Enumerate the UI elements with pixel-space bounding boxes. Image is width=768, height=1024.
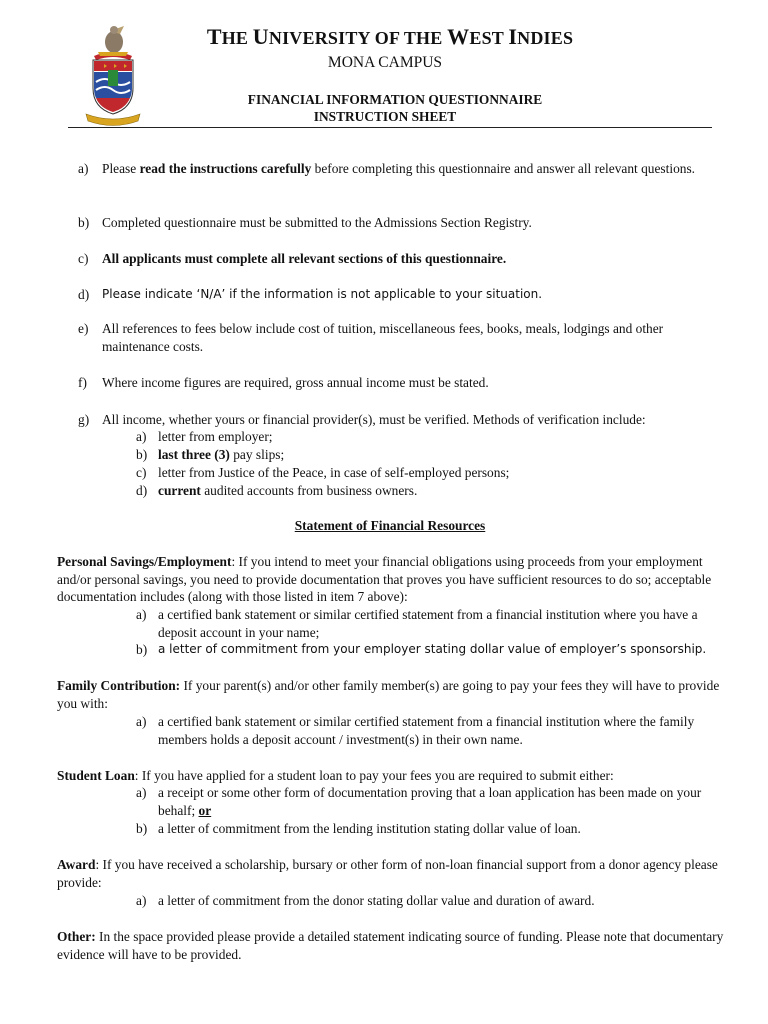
student-loan-item: b) a letter of commitment from the lending institution stating dollar value of loan. (136, 821, 581, 836)
instruction-d: d) Please indicate ‘N/A’ if the information is not applicable to your situation. (78, 287, 543, 302)
student-loan-paragraph: Student Loan: If you have applied for a student loan to pay your fees you are required to submit either: (57, 768, 614, 783)
family-contribution-paragraph: Family Contribution: If your parent(s) and/or other family member(s) are going to pay your fees they will have to provide you with: (57, 678, 720, 711)
personal-savings-paragraph: Personal Savings/Employment: If you intend to meet your financial obligations using proceeds from your employment and/or personal savings, you need to provide documentation that proves you have sufficient resources to do so; acceptable documentation includes (along with those listed in item 7 above): (57, 554, 712, 604)
instruction-g: g) All income, whether yours or financial provider(s), must be verified. Methods of verification include: (78, 412, 646, 427)
instruction-e: e) All references to fees below include cost of tuition, miscellaneous fees, books, meals, lodgings and other maintenance costs. (78, 321, 664, 354)
personal-savings-item: a) a certified bank statement or similar certified statement from a financial institution where you have a deposit account in your name; (136, 607, 698, 640)
verification-item: d) current audited accounts from business owners. (136, 483, 418, 498)
statement-heading: Statement of Financial Resources (294, 518, 486, 533)
verification-item: b) last three (3) pay slips; (136, 447, 285, 462)
student-loan-item: a) a receipt or some other form of documentation proving that a loan application has been made on your behalf; or (136, 785, 702, 818)
other-paragraph: Other: In the space provided please provide a detailed statement indicating source of funding. Please note that documentary evidence will have to be provided. (57, 929, 724, 962)
verification-item: a) letter from employer; (136, 429, 273, 444)
family-contribution-item: a) a certified bank statement or similar certified statement from a financial institution where the family members holds a deposit account / investment(s) in their own name. (136, 714, 695, 747)
award-paragraph: Award: If you have received a scholarship, bursary or other form of non-loan financial support from a donor agency please provide: (57, 857, 718, 890)
sheet-title: INSTRUCTION SHEET (313, 109, 457, 124)
award-item: a) a letter of commitment from the donor stating dollar value and duration of award. (136, 893, 595, 908)
personal-savings-item: b) a letter of commitment from your employer stating dollar value of employer’s sponsorship. (136, 642, 707, 657)
form-title: FINANCIAL INFORMATION QUESTIONNAIRE (247, 92, 543, 107)
header-divider (68, 127, 712, 128)
university-title: THE UNIVERSITY OF THE WEST INDIES (206, 24, 574, 49)
verification-item: c) letter from Justice of the Peace, in case of self-employed persons; (136, 465, 510, 480)
instruction-b: b) Completed questionnaire must be submitted to the Admissions Section Registry. (78, 215, 532, 230)
campus-name: MONA CAMPUS (327, 54, 443, 71)
instruction-c: c) All applicants must complete all relevant sections of this questionnaire. (78, 251, 507, 266)
instruction-a: a) Please read the instructions carefully before completing this questionnaire and answer all relevant questions. (78, 161, 696, 176)
instruction-f: f) Where income figures are required, gross annual income must be stated. (78, 375, 489, 390)
